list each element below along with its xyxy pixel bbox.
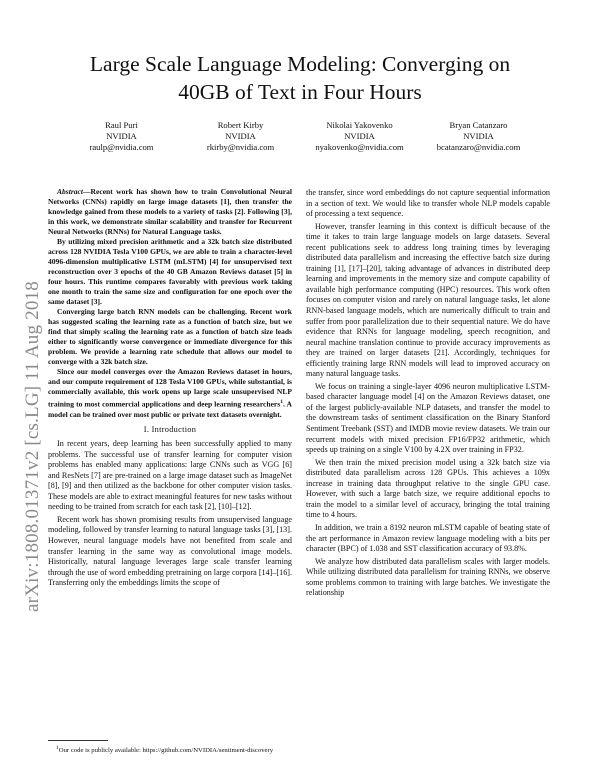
author-block (62, 120, 538, 153)
abstract-paragraph: Since our model converges over the Amazon Reviews dataset in hours, and our compute requirement of 128 Tesla V100 GPUs, while substantial, is commercially available, this work opens up large scale unsupervised NLP training to most commercial applications and deep learning researchers$^1$. A model can be trained over most public or private text datasets overnight. (48, 367, 292, 419)
author-affiliation: NVIDIA (344, 131, 375, 141)
abstract-paragraph: Abstract—Recent work has shown how to train Convolutional Neural Networks (CNNs) rapidly on large image datasets [1], then transfer the knowledge gained from these models to a variety of tasks [2]. Following [3], in this work, we demonstrate similar scalability and transfer for Recurrent Neural Networks (RNNs) for Natural Language tasks. (48, 187, 292, 236)
footnote-text: $^1$Our code is publicly available: https://github.com/NVIDIA/sentiment-discovery (56, 745, 274, 755)
body-paragraph: the transfer, since word embeddings do not capture sequential information in a section of text. We would like to transfer whole NLP models capable of processing a text sequence. (306, 188, 550, 219)
footnote (48, 740, 292, 756)
author-name: Bryan Catanzaro (449, 120, 508, 130)
author-affiliation: NVIDIA (463, 131, 494, 141)
footnote-rule (48, 740, 108, 741)
author-3 (300, 120, 419, 153)
author-name: Robert Kirby (217, 120, 264, 130)
title-line-2: 40GB of Text in Four Hours (178, 80, 422, 104)
author-email: bcatanzaro@nvidia.com (436, 142, 521, 152)
footnote-marker: 1 (280, 399, 283, 405)
abstract (48, 187, 292, 420)
section-heading: I. Introduction (143, 424, 197, 434)
body-paragraph: We then train the mixed precision model using a 32k batch size via distributed data parallelism across 128 GPUs. This achieves a 109x increase in training data throughput relative to the single GPU case. However, with such a large batch size, we require additional epochs to train the model to a similar level of accuracy, bringing the total training time to 4 hours. (306, 457, 550, 520)
body-paragraph: We focus on training a single-layer 4096 neuron multiplicative LSTM-based character language model [4] on the Amazon Reviews dataset, one of the largest publicly-available NLP datasets, and transfer the model to the downstream tasks of sentiment classification on the Binary Stanford Sentiment Treebank (SST) and IMDB movie review datasets. We train our recurrent models with mixed precision FP16/FP32 arithmetic, which speeds up training on a single V100 by 4.2X over training in FP32. (306, 381, 550, 455)
title-line-1: Large Scale Language Modeling: Converging on (89, 52, 511, 76)
body-paragraph: Recent work has shown promising results from unsupervised language modeling, followed by transfer learning to natural language tasks [3], [13]. However, neural language models have not benefited from scale and transfer learning in the same way as convolutional image models. Historically, natural language leverages large scale transfer learning through the use of word embedding pretraining on large corpora [14]–[16]. Transferring only the embeddings limits the scope of (48, 514, 292, 588)
body-paragraph: We analyze how distributed data parallelism scales with larger models. While utilizing distributed data parallelism for training RNNs, we observe some problems common to training with large batches. We investigate the relationship (306, 556, 550, 598)
author-2 (181, 120, 300, 153)
author-affiliation: NVIDIA (225, 131, 256, 141)
author-1 (62, 120, 181, 153)
author-email: raulp@nvidia.com (89, 142, 154, 152)
body-paragraph: In addition, we train a 8192 neuron mLSTM capable of beating state of the art performance in Amazon review language modeling with a bits per character (BPC) of 1.038 and SST classification accuracy of 93.8%. (306, 522, 550, 554)
author-name: Raul Puri (105, 120, 138, 130)
body-paragraph: However, transfer learning in this context is difficult because of the time it takes to train large language models on large datasets. Several recent publications seek to address long training times by leveraging distributed data parallelism and increasing the effective batch size during training [1], [17]–[20], taking advantage of advances in distributed deep learning and improvements in the memory size and compute capability of available high performance computing (HPC) resources. This work often focuses on computer vision and rarely on natural language tasks, let alone RNN-based language models, which are numerically difficult to train and suffer from poor parallelization due to their sequential nature. We do have evidence that RNNs for language modeling, speech recognition, and neural machine translation continue to provide accuracy improvements as they are trained on larger datasets [21]. Accordingly, techniques for efficiently training large RNN models will lead to improved accuracy on many natural language tasks. (306, 221, 550, 379)
author-email: rkirby@nvidia.com (206, 142, 275, 152)
arxiv-identifier: arXiv:1808.01371v2 [cs.LG] 11 Aug 2018 (22, 281, 43, 612)
footnote-number: 1 (56, 745, 59, 751)
left-column (48, 187, 292, 591)
abstract-paragraph: Converging large batch RNN models can be challenging. Recent work has suggested scaling the learning rate as a function of batch size, but we find that simply scaling the learning rate as a function of batch size leads either to significantly worse convergence or immediate divergence for this problem. We provide a learning rate schedule that allows our model to converge with a 32k batch size. (48, 307, 292, 366)
author-name: Nikolai Yakovenko (326, 120, 393, 130)
author-4 (419, 120, 538, 153)
right-column (306, 188, 550, 601)
abstract-lead: Abstract (57, 187, 83, 196)
paper-title (60, 50, 540, 106)
abstract-paragraph: By utilizing mixed precision arithmetic and a 32k batch size distributed across 128 NVIDIA Tesla V100 GPUs, we are able to train a character-level 4096-dimension multiplicative LSTM (mLSTM) [4] for unsupervised text reconstruction over 3 epochs of the 40 GB Amazon Reviews dataset [5] in four hours. This runtime compares favorably with previous work taking one month to train the same size and configuration for one epoch over the same dataset [3]. (48, 237, 292, 306)
author-affiliation: NVIDIA (106, 131, 137, 141)
author-email: nyakovenko@nvidia.com (315, 142, 404, 152)
body-paragraph: In recent years, deep learning has been successfully applied to many problems. The successful use of transfer learning for computer vision problems has enabled many applications: large CNNs such as VGG [6] and ResNets [7] are pre-trained on a large image dataset such as ImageNet [8], [9] and then utilized as the backbone for other computer vision tasks. These models are able to extract meaningful features for new tasks without needing to be trained from scratch for each task [2], [10]–[12]. (48, 439, 292, 512)
